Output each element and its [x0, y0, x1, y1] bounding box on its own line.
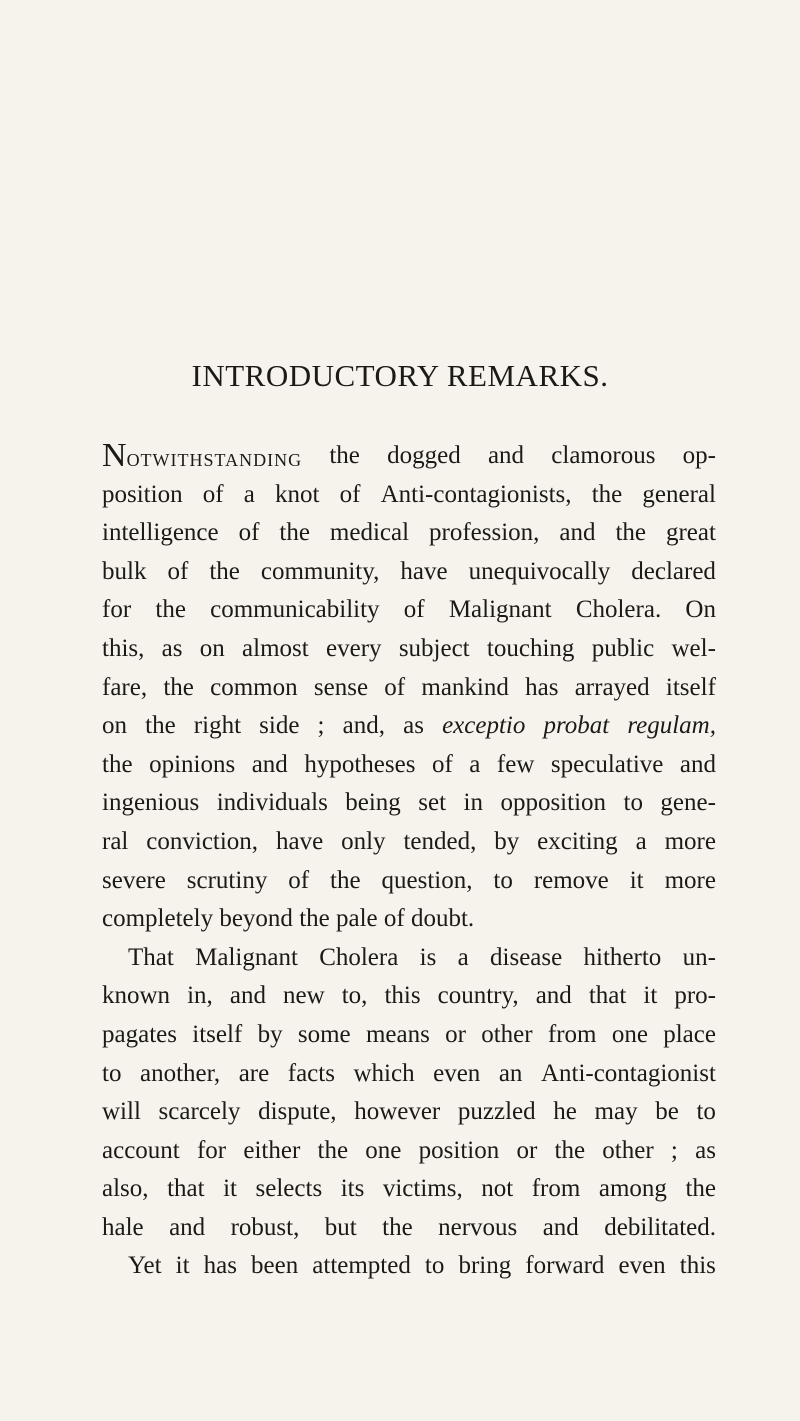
word: hitherto — [583, 943, 662, 971]
word: the — [209, 557, 240, 585]
word: fare, — [102, 673, 148, 701]
word: Yet — [128, 1252, 162, 1280]
text-line — [102, 939, 716, 978]
word: probat — [543, 712, 610, 740]
word: un- — [682, 943, 716, 971]
word: opinions — [149, 750, 236, 778]
word: of — [167, 557, 189, 585]
body-text — [102, 437, 716, 1286]
word: regulam, — [627, 712, 716, 740]
word: to — [696, 1098, 716, 1126]
word: position — [102, 480, 183, 508]
word: the — [317, 1136, 349, 1164]
text-line — [102, 437, 716, 476]
word: of — [288, 866, 310, 894]
word: puzzled — [457, 1098, 536, 1126]
word: forward — [525, 1252, 605, 1280]
text-line — [102, 1247, 716, 1286]
word: the — [685, 1175, 716, 1203]
word: beyond — [219, 905, 293, 933]
word: one — [611, 1020, 648, 1048]
word: ; — [317, 712, 325, 740]
word: completely — [102, 905, 214, 933]
word: that — [167, 1175, 205, 1203]
word: country, — [437, 982, 519, 1010]
word: debilitated. — [604, 1213, 716, 1241]
word: not — [481, 1175, 514, 1203]
word: a — [635, 827, 647, 855]
word: hypotheses — [304, 750, 416, 778]
word: the — [615, 519, 647, 547]
word: That — [128, 943, 174, 971]
word: profession, — [429, 519, 540, 547]
word: which — [353, 1059, 415, 1087]
word: among — [598, 1175, 667, 1203]
word: this — [679, 1252, 716, 1280]
word: the — [329, 442, 360, 469]
word: either — [243, 1136, 301, 1164]
text-line — [102, 1170, 716, 1209]
word: to — [623, 789, 643, 817]
word: being — [345, 789, 401, 817]
text-line — [102, 1093, 716, 1132]
word: are — [238, 1059, 270, 1087]
word: declared — [631, 557, 716, 585]
word: gene- — [660, 789, 716, 817]
word: knot — [274, 480, 320, 508]
word: wel- — [671, 634, 716, 662]
word: speculative — [550, 750, 664, 778]
word: doubt. — [410, 905, 475, 933]
chapter-heading: INTRODUCTORY REMARKS. — [191, 358, 609, 393]
word: it — [643, 982, 658, 1010]
word: On — [685, 596, 716, 624]
word: the — [299, 905, 330, 933]
word: has — [525, 673, 559, 701]
word: from — [547, 1020, 597, 1048]
word: known — [102, 982, 171, 1010]
word: touching — [486, 634, 575, 662]
word: Anti-contagionists, — [380, 480, 572, 508]
word: the — [279, 519, 310, 547]
text-line — [102, 514, 716, 553]
word: have — [275, 827, 324, 855]
word: and — [679, 750, 716, 778]
word: unequivocally — [468, 557, 611, 585]
word: sense — [313, 673, 369, 701]
word: as — [161, 634, 183, 662]
word: it — [175, 1252, 190, 1280]
word: question, — [381, 866, 473, 894]
text-line — [102, 1055, 716, 1094]
word: Malignant — [195, 943, 298, 971]
word: even — [618, 1252, 666, 1280]
word: of — [339, 480, 361, 508]
word: of — [202, 480, 224, 508]
word: as — [403, 712, 424, 740]
word: also, — [102, 1175, 149, 1203]
word: arrayed — [574, 673, 650, 701]
word: mankind — [421, 673, 509, 701]
word: in — [463, 789, 483, 817]
word: Anti-contagionist — [540, 1059, 716, 1087]
word: medical — [329, 519, 410, 547]
word: account — [102, 1136, 180, 1164]
word: however — [354, 1098, 441, 1126]
word: ; — [670, 1136, 678, 1164]
word: a — [469, 750, 481, 778]
word: and — [535, 982, 572, 1010]
text-line — [102, 553, 716, 592]
word: and — [251, 750, 288, 778]
word: scrutiny — [186, 866, 268, 894]
text-line — [102, 476, 716, 515]
word: intelligence — [102, 519, 219, 547]
word: be — [655, 1098, 679, 1126]
text-line — [102, 1209, 716, 1248]
word: by — [494, 827, 520, 855]
text-line — [102, 862, 716, 901]
word: by — [257, 1020, 283, 1048]
word: op- — [682, 442, 716, 469]
word: attempted — [312, 1252, 411, 1280]
word: hale — [102, 1213, 144, 1241]
word: it — [223, 1175, 237, 1203]
word: other — [481, 1020, 533, 1048]
word: it — [629, 866, 644, 894]
word: the — [155, 596, 186, 624]
word: set — [418, 789, 447, 817]
word: other — [602, 1136, 654, 1164]
word: has — [203, 1252, 237, 1280]
word: for — [196, 1136, 227, 1164]
word: some — [297, 1020, 351, 1048]
text-line — [102, 1132, 716, 1171]
word: been — [251, 1252, 299, 1280]
word: of — [384, 673, 406, 701]
text-line — [102, 591, 716, 630]
word: dogged — [387, 442, 461, 469]
word: may — [594, 1098, 638, 1126]
word: a — [457, 943, 469, 971]
word: the — [382, 1213, 413, 1241]
text-line — [102, 784, 716, 823]
word: and — [559, 519, 596, 547]
word: public — [591, 634, 655, 662]
word: ral — [102, 827, 129, 855]
word: and — [487, 442, 525, 469]
word: an — [498, 1059, 523, 1087]
word: dispute, — [258, 1098, 337, 1126]
word: more — [664, 866, 716, 894]
text-line — [102, 1016, 716, 1055]
word: as — [695, 1136, 716, 1164]
word: victims, — [382, 1175, 463, 1203]
word: will — [102, 1098, 141, 1126]
word: tended, — [403, 827, 477, 855]
word: but — [324, 1213, 357, 1241]
word: bring — [458, 1252, 512, 1280]
word: disease — [490, 943, 563, 971]
word: only — [341, 827, 386, 855]
word: the — [102, 750, 133, 778]
word: and — [169, 1213, 206, 1241]
word: robust, — [230, 1213, 300, 1241]
text-line — [102, 707, 716, 746]
word: facts — [287, 1059, 335, 1087]
word: means — [365, 1020, 430, 1048]
word: to, — [341, 982, 368, 1010]
word: exceptio — [442, 712, 526, 740]
text-line — [102, 977, 716, 1016]
word: in, — [187, 982, 213, 1010]
word: great — [665, 519, 716, 547]
word: individuals — [216, 789, 328, 817]
word: ingenious — [102, 789, 200, 817]
word: this — [384, 982, 421, 1010]
word: and, — [342, 712, 385, 740]
word: on — [199, 634, 225, 662]
word: from — [531, 1175, 581, 1203]
word: conviction, — [146, 827, 259, 855]
word: Notwithstanding — [102, 437, 303, 474]
word: of — [403, 596, 425, 624]
word: bulk — [102, 557, 147, 585]
word: severe — [102, 866, 166, 894]
word: general — [642, 480, 716, 508]
word: is — [419, 943, 437, 971]
word: the — [330, 866, 361, 894]
word: or — [445, 1020, 466, 1048]
word: pale — [335, 905, 378, 933]
word: clamorous — [551, 442, 656, 469]
word: and — [542, 1213, 579, 1241]
word: of — [431, 750, 453, 778]
word: the — [163, 673, 194, 701]
word: to — [493, 866, 513, 894]
word: pro- — [674, 982, 716, 1010]
word: position — [418, 1136, 500, 1164]
word: to — [424, 1252, 445, 1280]
word: a — [243, 480, 255, 508]
word: remove — [533, 866, 609, 894]
word: for — [102, 596, 132, 624]
text-line — [102, 823, 716, 862]
word: of — [238, 519, 260, 547]
word: or — [516, 1136, 538, 1164]
word: almost — [242, 634, 309, 662]
word: new — [283, 982, 325, 1010]
word: Malignant — [448, 596, 552, 624]
word: subject — [398, 634, 470, 662]
word: itself — [192, 1020, 243, 1048]
word: itself — [665, 673, 716, 701]
word: its — [340, 1175, 365, 1203]
word: and — [229, 982, 266, 1010]
word: the — [145, 712, 176, 740]
word: nervous — [438, 1213, 518, 1241]
word: right — [193, 712, 242, 740]
word: on — [102, 712, 127, 740]
word: place — [663, 1020, 716, 1048]
word: that — [588, 982, 627, 1010]
word: have — [400, 557, 448, 585]
word: common — [210, 673, 298, 701]
word: side — [259, 712, 300, 740]
word: this, — [102, 634, 145, 662]
word: the — [591, 480, 623, 508]
word: of — [383, 905, 405, 933]
word: opposition — [500, 789, 607, 817]
text-line — [102, 669, 716, 708]
text-line — [102, 746, 716, 785]
word: exciting — [537, 827, 618, 855]
word: even — [433, 1059, 481, 1087]
word: communicability — [210, 596, 380, 624]
word: scarcely — [158, 1098, 241, 1126]
text-line — [102, 630, 716, 669]
word: every — [326, 634, 382, 662]
word: more — [664, 827, 716, 855]
word: few — [496, 750, 535, 778]
word: Cholera. — [575, 596, 662, 624]
word: another, — [139, 1059, 221, 1087]
word: the — [554, 1136, 586, 1164]
word: to — [102, 1059, 122, 1087]
word: one — [365, 1136, 402, 1164]
word: community, — [260, 557, 380, 585]
word: he — [553, 1098, 577, 1126]
word: Cholera — [319, 943, 399, 971]
word: selects — [255, 1175, 323, 1203]
text-line — [102, 900, 716, 939]
word: pagates — [102, 1020, 177, 1048]
